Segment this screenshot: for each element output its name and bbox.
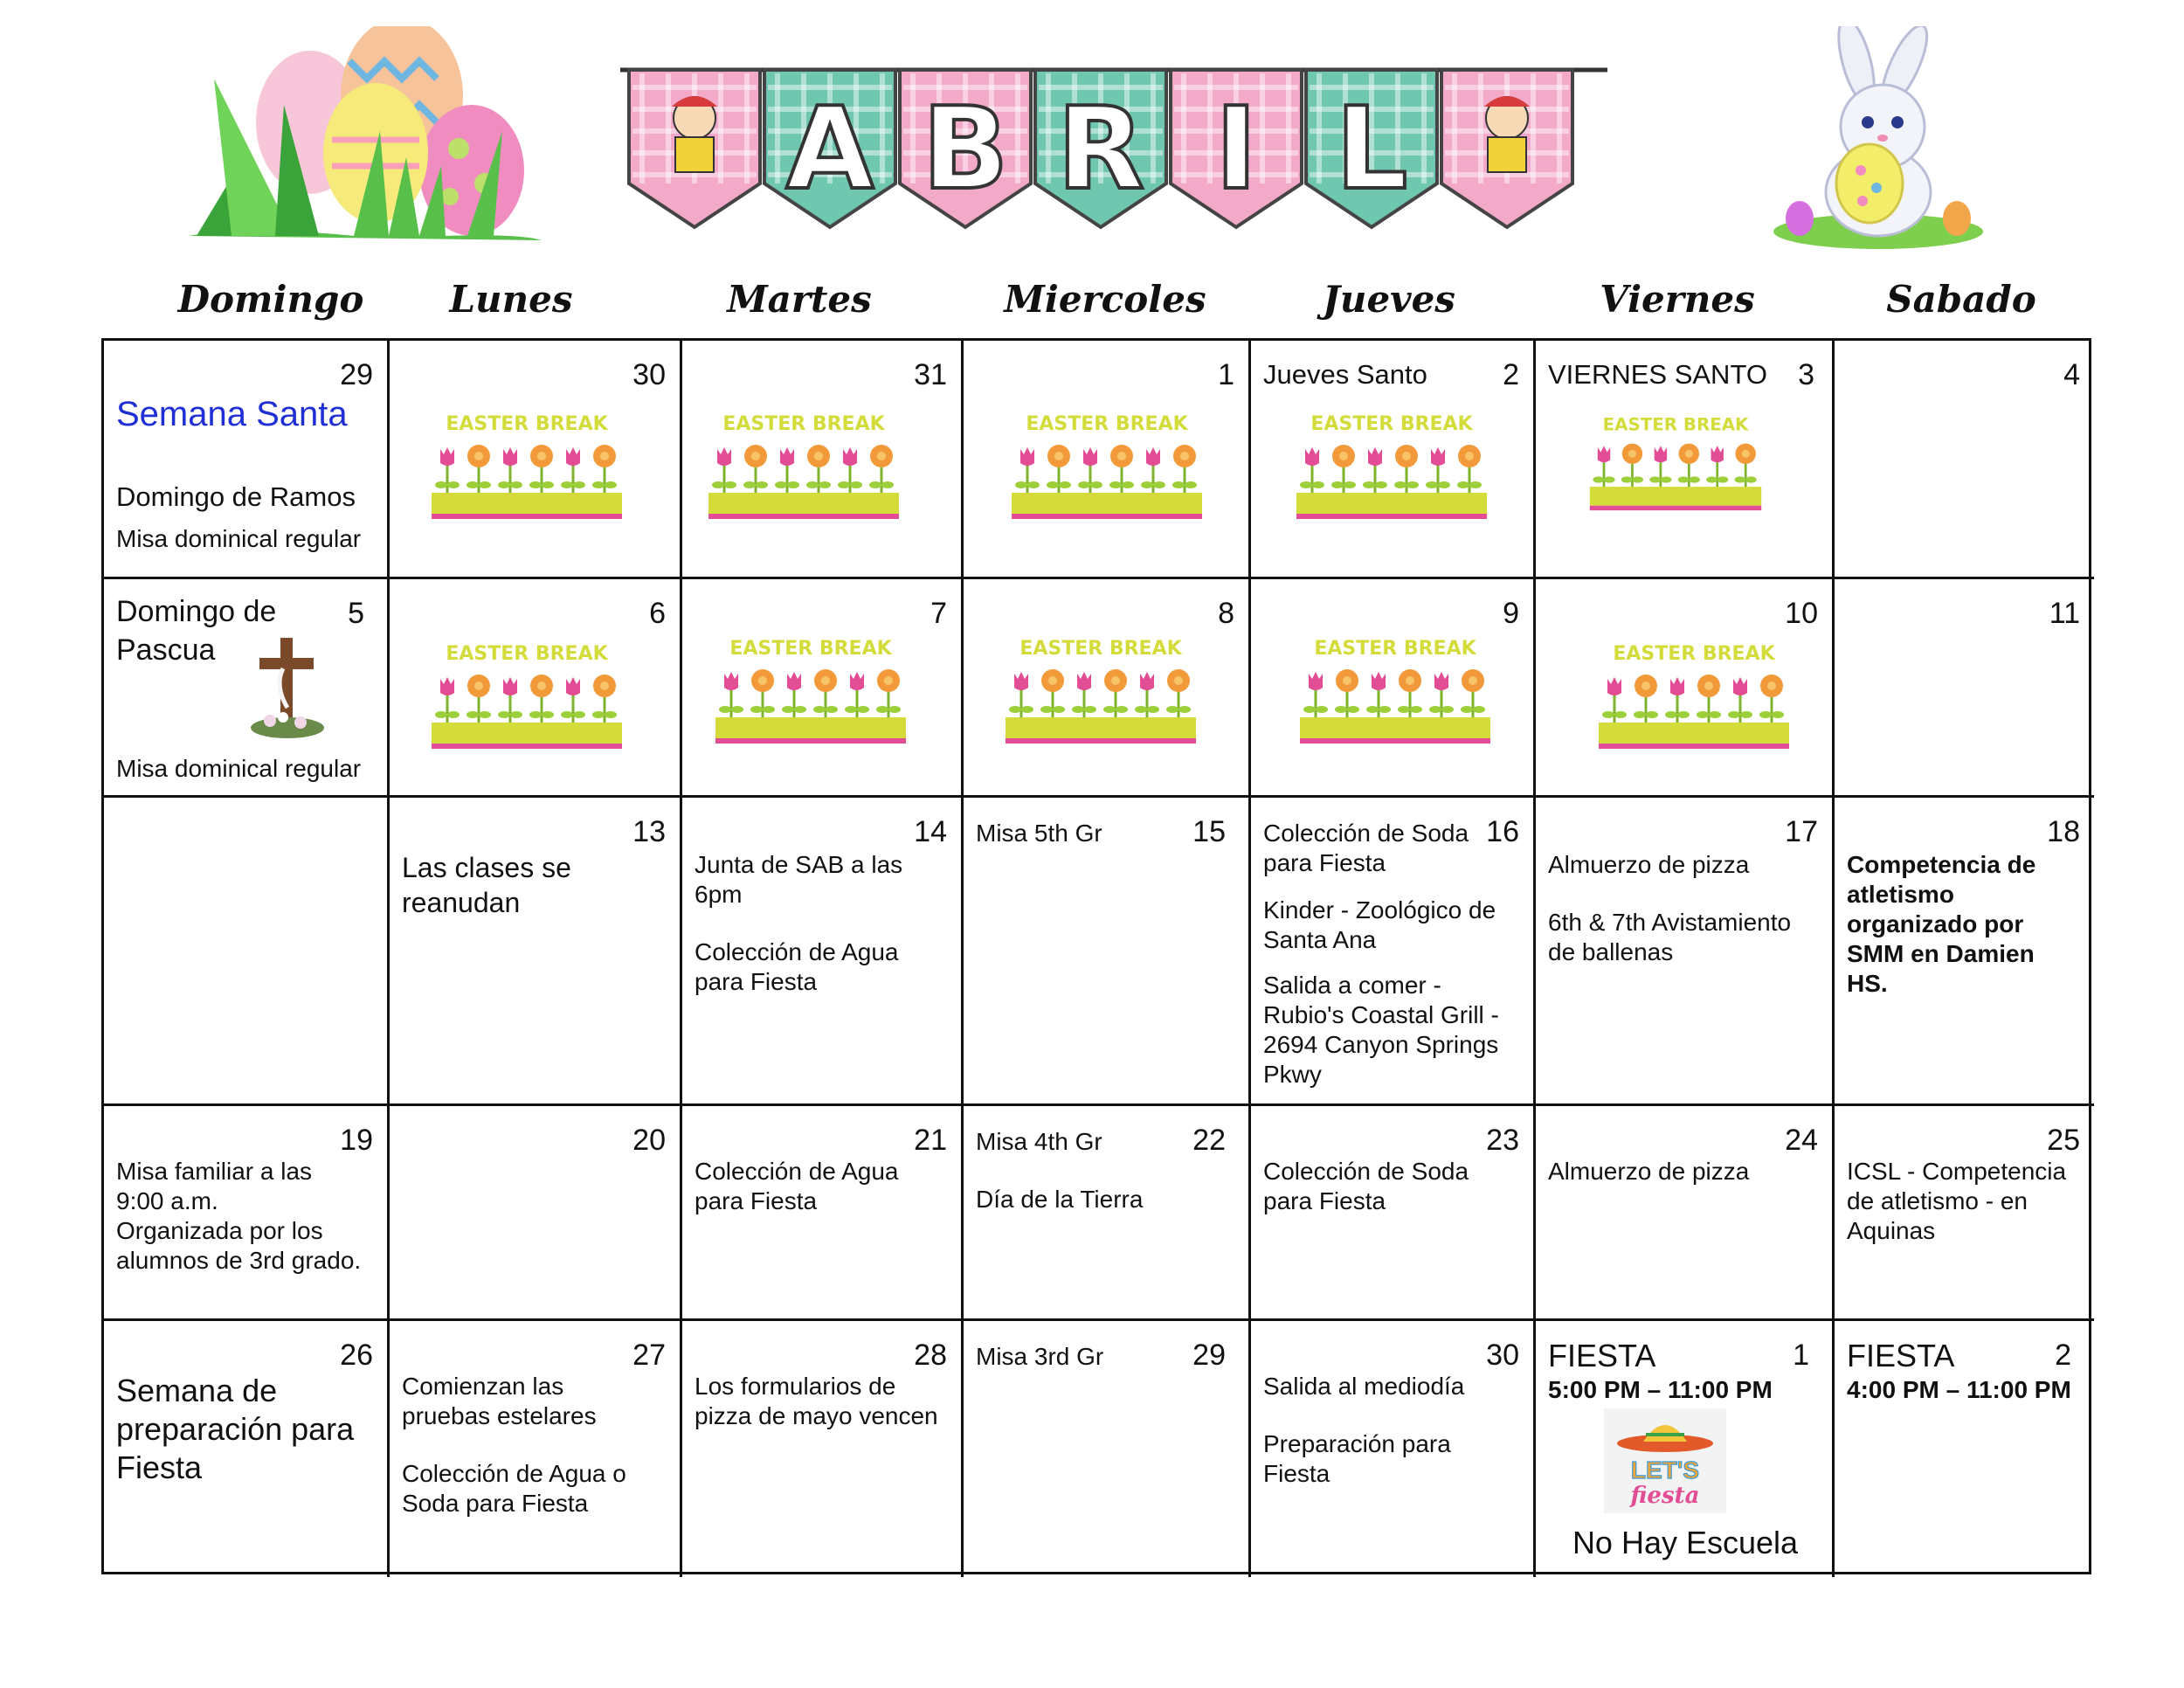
event-text: Pkwy [1263,1061,1322,1088]
day-header-tuesday: Martes [727,278,872,321]
day-number: 2 [2055,1339,2071,1372]
day-cell-apr-15 [964,798,1251,1106]
day-cell-apr-4 [1835,341,2094,579]
event-text: preparación para [116,1411,355,1447]
event-text: Misa 5th Gr [976,820,1102,847]
day-cell-apr-20 [390,1106,682,1321]
event-title: Domingo de [116,595,277,628]
event-text: para Fiesta [1263,1187,1386,1214]
day-number: 24 [1785,1124,1818,1157]
event-title: Pascua [116,633,216,667]
day-cell-apr-10 [1536,579,1835,798]
event-text: Día de la Tierra [976,1186,1144,1213]
easter-break-graphic [707,411,901,524]
day-number: 6 [649,597,666,630]
event-text: HS. [1847,970,1888,997]
day-cell-apr-17 [1536,798,1835,1106]
day-number: 18 [2047,815,2080,848]
easter-break-label: EASTER BREAK [729,638,892,660]
day-header-wednesday: Miercoles [1004,278,1206,321]
event-text: Rubio's Coastal Grill - [1263,1001,1499,1028]
no-school-notice: No Hay Escuela [1572,1525,1799,1560]
abril-bunting-banner [620,52,1607,236]
easter-break-label: EASTER BREAK [1310,413,1473,435]
day-number: 15 [1192,815,1226,848]
day-number: 21 [914,1124,947,1157]
event-text: Soda para Fiesta [402,1490,589,1517]
day-cell-apr-8 [964,579,1251,798]
day-cell-may-1 [1536,1321,1835,1577]
easter-break-graphic [1298,635,1492,749]
event-text: 6th & 7th Avistamiento [1548,909,1792,936]
easter-break-graphic [430,411,624,524]
event-text: Colección de Agua [695,1158,899,1185]
day-cell-apr-1 [964,341,1251,579]
event-text: Colección de Agua [695,938,899,965]
event-text: para Fiesta [695,1187,818,1214]
event-time: 5:00 PM – 11:00 PM [1548,1376,1773,1403]
event-text: Misa familiar a las [116,1158,313,1185]
day-cell-mar-31 [682,341,964,579]
day-number: 7 [930,597,947,630]
day-number: 30 [1486,1339,1519,1372]
svg-text:fiesta: fiesta [1630,1483,1700,1509]
day-cell-may-2 [1835,1321,2094,1577]
banner-letter: R [1056,82,1145,215]
event-text: 9:00 a.m. [116,1187,218,1214]
day-cell-apr-30 [1251,1321,1536,1577]
event-title: FIESTA [1847,1338,1955,1373]
day-number: 29 [1192,1339,1226,1372]
day-number: 4 [2063,358,2080,391]
day-cell-apr-6 [390,579,682,798]
event-text: Aquinas [1847,1217,1936,1244]
event-text: Kinder - Zoológico de [1263,896,1496,924]
event-text: Domingo de Ramos [116,481,356,512]
cross-easter-icon [244,633,331,738]
day-cell-apr-25 [1835,1106,2094,1321]
event-text: Junta de SAB a las [695,851,903,878]
event-text: Los formularios de [695,1373,896,1400]
day-number: 14 [914,815,947,848]
day-header-thursday: Jueves [1323,278,1455,321]
day-number: 8 [1218,597,1234,630]
event-text: reanudan [402,887,521,918]
event-time: 4:00 PM – 11:00 PM [1847,1376,2071,1403]
day-number: 27 [632,1339,666,1372]
day-number: 20 [632,1124,666,1157]
event-text: Fiesta [116,1449,203,1485]
banner-letter: I [1214,82,1258,215]
event-title: FIESTA [1548,1338,1656,1373]
day-cell-apr-9 [1251,579,1536,798]
day-cell-mar-30 [390,341,682,579]
event-text: Misa 4th Gr [976,1128,1102,1155]
event-text: Comienzan las [402,1373,564,1400]
day-number: 26 [340,1339,373,1372]
day-number: 29 [340,358,373,391]
day-cell-apr-13 [390,798,682,1106]
banner-letter: L [1335,82,1408,215]
banner-letter: A [785,82,874,215]
day-number: 30 [632,358,666,391]
day-cell-apr-23 [1251,1106,1536,1321]
event-text: VIERNES SANTO [1548,359,1767,390]
day-cell-apr-11 [1835,579,2094,798]
event-text: Preparación para [1263,1430,1451,1457]
day-number: 1 [1218,358,1234,391]
event-text: alumnos de 3rd grado. [116,1247,362,1274]
easter-eggs-grass-illustration [179,26,546,245]
easter-break-graphic [714,635,908,749]
event-text: Colección de Agua o [402,1460,626,1487]
easter-break-graphic [430,640,624,754]
day-number: 23 [1486,1124,1519,1157]
day-cell-apr-16 [1251,798,1536,1106]
day-number: 13 [632,815,666,848]
day-cell-apr-14 [682,798,964,1106]
event-text: Misa dominical regular [116,755,362,782]
event-text: Misa dominical regular [116,525,362,552]
day-number: 9 [1503,597,1519,630]
day-number: 3 [1798,358,1814,391]
easter-break-label: EASTER BREAK [722,413,885,435]
easter-break-label: EASTER BREAK [1019,638,1182,660]
day-cell-apr-29 [964,1321,1251,1577]
day-number: 22 [1192,1124,1226,1157]
event-text: pruebas estelares [402,1402,597,1429]
event-text: Competencia de [1847,851,2036,878]
day-header-monday: Lunes [449,278,573,321]
day-cell-apr-24 [1536,1106,1835,1321]
easter-break-graphic [1004,635,1198,749]
day-header-saturday: Sabado [1886,278,2036,321]
day-number: 25 [2047,1124,2080,1157]
easter-break-label: EASTER BREAK [1613,643,1775,665]
day-number: 16 [1486,815,1519,848]
event-text: Organizada por los [116,1217,323,1244]
event-text: Colección de Soda [1263,1158,1469,1185]
event-text: Salida al mediodía [1263,1373,1465,1400]
event-text: Fiesta [1263,1460,1330,1487]
easter-break-label: EASTER BREAK [1602,414,1749,435]
easter-break-label: EASTER BREAK [1314,638,1476,660]
event-text: atletismo [1847,881,1954,908]
easter-bunny-illustration [1765,26,1992,253]
day-number: 28 [914,1339,947,1372]
day-number: 2 [1503,358,1519,391]
event-text: Salida a comer - [1263,972,1441,999]
day-cell-apr-28 [682,1321,964,1577]
event-text: para Fiesta [695,968,818,995]
event-text: Semana de [116,1373,278,1408]
day-cell-apr-5 [104,579,390,798]
easter-break-graphic [1588,412,1763,515]
day-cell-apr-22 [964,1106,1251,1321]
day-cell-apr-2 [1251,341,1536,579]
day-cell-apr-19 [104,1106,390,1321]
day-number: 1 [1793,1339,1809,1372]
event-text: 6pm [695,881,743,908]
calendar-grid [101,338,2091,1574]
easter-break-graphic [1597,640,1791,754]
day-number: 11 [2049,597,2080,630]
day-number: 5 [348,597,364,630]
event-text: Las clases se [402,852,571,883]
day-number: 10 [1785,597,1818,630]
event-text: Colección de Soda [1263,820,1469,847]
day-cell-mar-29 [104,341,390,579]
event-text: SMM en Damien [1847,940,2035,967]
event-text: organizado por [1847,910,2024,937]
easter-break-graphic [1295,411,1489,524]
lets-fiesta-logo [1604,1408,1726,1513]
event-text: Almuerzo de pizza [1548,1158,1750,1185]
day-number: 31 [914,358,947,391]
day-number: 17 [1785,815,1818,848]
easter-break-label: EASTER BREAK [1026,413,1188,435]
svg-text:LET'S: LET'S [1630,1456,1700,1484]
event-text: para Fiesta [1263,849,1386,876]
day-header-sunday: Domingo [177,278,364,321]
day-cell-apr-27 [390,1321,682,1577]
easter-break-graphic [1010,411,1204,524]
event-text: ICSL - Competencia [1847,1158,2067,1185]
event-text: Jueves Santo [1263,359,1427,390]
event-text: Misa 3rd Gr [976,1343,1104,1370]
easter-break-label: EASTER BREAK [446,413,608,435]
day-cell-apr-3 [1536,341,1835,579]
event-text: de atletismo - en [1847,1187,2028,1214]
event-text: Santa Ana [1263,926,1377,953]
event-text: pizza de mayo vencen [695,1402,938,1429]
event-text: de ballenas [1548,938,1674,965]
banner-letter: B [922,82,1009,215]
easter-break-label: EASTER BREAK [446,643,608,665]
day-cell-apr-7 [682,579,964,798]
event-text: 2694 Canyon Springs [1263,1031,1499,1058]
day-cell-apr-21 [682,1106,964,1321]
day-cell-apr-18 [1835,798,2094,1106]
day-number: 19 [340,1124,373,1157]
event-text: Almuerzo de pizza [1548,851,1750,878]
event-title: Semana Santa [116,395,348,433]
day-cell-apr-26 [104,1321,390,1577]
day-cell-apr-12 [104,798,390,1106]
day-header-friday: Viernes [1600,278,1755,321]
